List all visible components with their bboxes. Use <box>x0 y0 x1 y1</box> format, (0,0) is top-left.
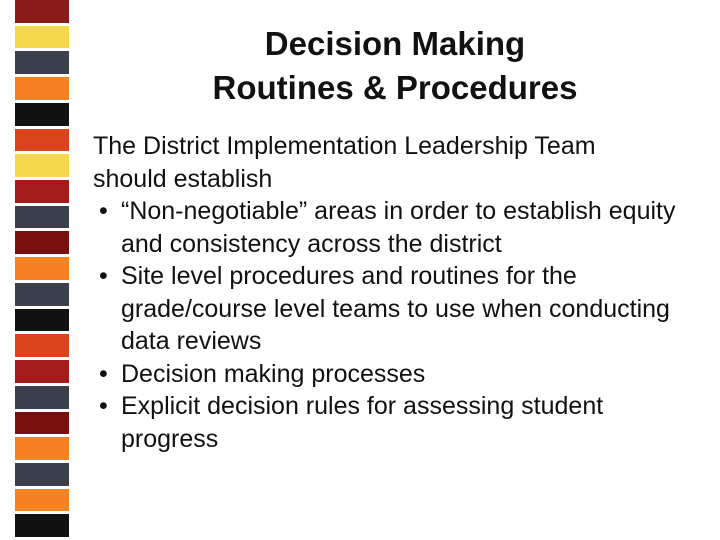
slide-title-line-2: Routines & Procedures <box>212 69 578 106</box>
intro-text <box>93 130 693 195</box>
bullet-text: “Non-negotiable” areas in order to establish equity and consistency across the district <box>121 197 676 258</box>
decorative-stripe <box>15 360 69 386</box>
slide-body <box>93 130 693 455</box>
decorative-stripe <box>15 180 69 206</box>
intro-line-2: should establish <box>93 164 273 193</box>
decorative-stripe <box>15 26 69 52</box>
bullet-item <box>93 260 693 358</box>
bullet-item <box>93 390 693 455</box>
decorative-stripe <box>15 103 69 129</box>
decorative-stripe <box>15 51 69 77</box>
bullet-text: Site level procedures and routines for the grade/course level teams to use when conducting data reviews <box>121 262 670 355</box>
decorative-stripe <box>15 489 69 515</box>
decorative-stripe <box>15 412 69 438</box>
bullet-icon: • <box>99 392 108 420</box>
decorative-stripe <box>15 0 69 26</box>
decorative-stripe <box>15 129 69 155</box>
bullet-icon: • <box>99 197 108 225</box>
slide-title-line-1: Decision Making <box>264 25 526 62</box>
decorative-stripe-bar <box>15 0 69 540</box>
bullet-text: Decision making processes <box>121 359 426 388</box>
decorative-stripe <box>15 77 69 103</box>
decorative-stripe <box>15 154 69 180</box>
decorative-stripe <box>15 463 69 489</box>
decorative-stripe <box>15 231 69 257</box>
decorative-stripe <box>15 334 69 360</box>
bullet-item <box>93 195 693 260</box>
bullet-item <box>93 358 693 391</box>
intro-line-1: The District Implementation Leadership Team <box>93 132 596 160</box>
decorative-stripe <box>15 257 69 283</box>
decorative-stripe <box>15 386 69 412</box>
decorative-stripe <box>15 514 69 540</box>
bullet-list <box>93 195 693 455</box>
slide-title <box>110 22 680 110</box>
decorative-stripe <box>15 309 69 335</box>
decorative-stripe <box>15 206 69 232</box>
decorative-stripe <box>15 437 69 463</box>
bullet-text: Explicit decision rules for assessing student progress <box>121 392 604 453</box>
bullet-icon: • <box>99 359 108 388</box>
decorative-stripe <box>15 283 69 309</box>
bullet-icon: • <box>99 262 108 290</box>
